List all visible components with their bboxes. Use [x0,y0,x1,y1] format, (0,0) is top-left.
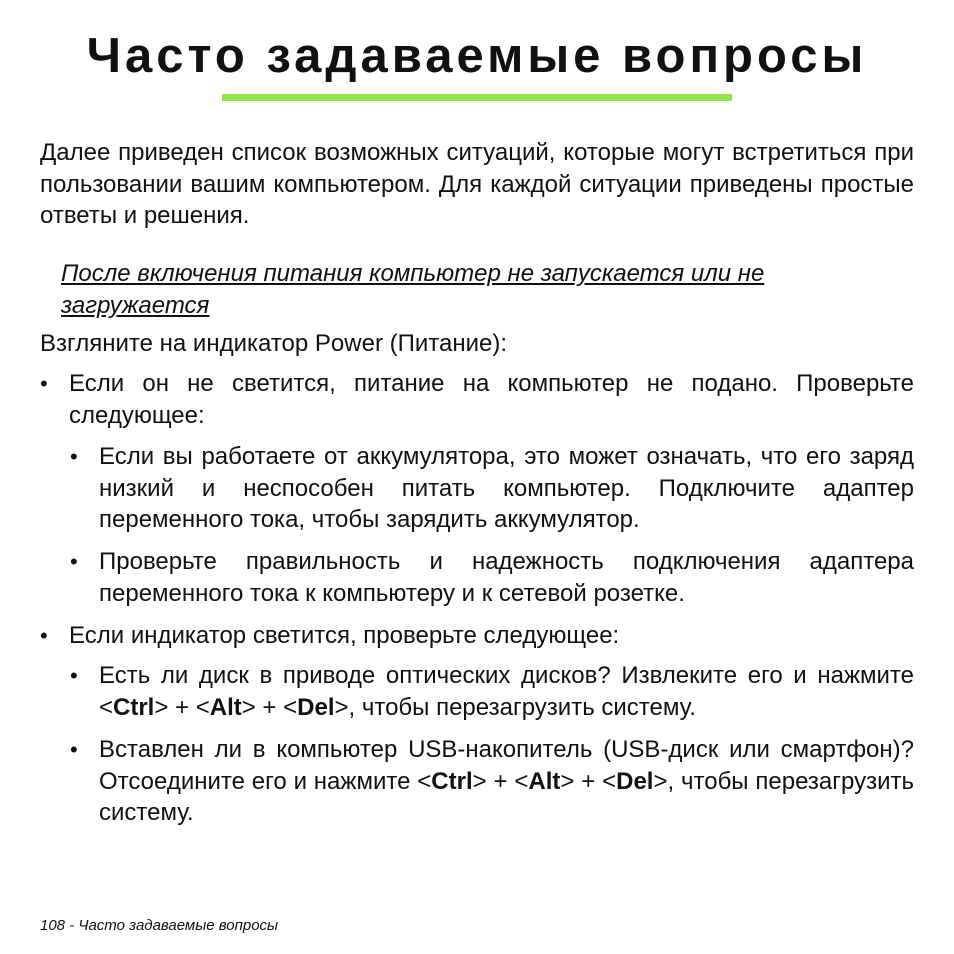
sub-item-text: >, чтобы перезагрузить систему. [99,767,914,826]
intro-paragraph: Далее приведен список возможных ситуаций, которые могут встретиться при пользовании вашим компьютером. Для каждой ситуации приведены простые ответы и решения. [40,139,914,229]
bullet-marker: • [40,371,48,396]
sub-bullet-marker: • [70,737,78,762]
key-ctrl: Ctrl [431,767,473,795]
bullet-marker: • [40,623,48,648]
key-separator: > + < [472,767,529,795]
lead-text: Взгляните на индикатор Power (Питание): [40,330,507,357]
list-item: Если он не светится, питание на компьютер не подано. Проверьте следующее: [69,370,914,429]
sub-list-item: Если вы работаете от аккумулятора, это может означать, что его заряд низкий и неспособен питать компьютер. Подключите адаптер переменного тока, чтобы зарядить аккумулятор. [99,443,914,533]
key-separator: > + < [241,693,298,721]
key-ctrl: Ctrl [113,693,155,721]
page-footer: 108 - Часто задаваемые вопросы [40,917,279,934]
sub-item-text: Есть ли диск в приводе оптических дисков? Извлеките его и нажмите < [99,662,914,721]
sub-bullet-marker: • [70,444,78,469]
key-separator: > + < [154,693,210,721]
sub-bullet-marker: • [70,549,78,574]
key-del: Del [297,693,335,721]
sub-item-text: Вставлен ли в компьютер USB-накопитель (USB-диск или смартфон)? Отсоедините его и нажмите < [99,736,914,795]
key-separator: > + < [560,767,617,795]
title-underline [222,94,732,101]
list-item: Если индикатор светится, проверьте следующее: [69,622,620,649]
section-heading: После включения питания компьютер не запускается или не загружается [61,260,765,319]
sub-list-item: Проверьте правильность и надежность подключения адаптера переменного тока к компьютеру и к сетевой розетке. [99,548,914,607]
sub-list-item [99,734,914,829]
key-alt: Alt [528,767,561,795]
sub-list-item [99,660,914,723]
key-alt: Alt [209,693,242,721]
key-del: Del [616,767,654,795]
page-title: Часто задаваемые вопросы [86,29,868,83]
sub-bullet-marker: • [70,663,78,688]
sub-item-text: >, чтобы перезагрузить систему. [334,693,696,721]
